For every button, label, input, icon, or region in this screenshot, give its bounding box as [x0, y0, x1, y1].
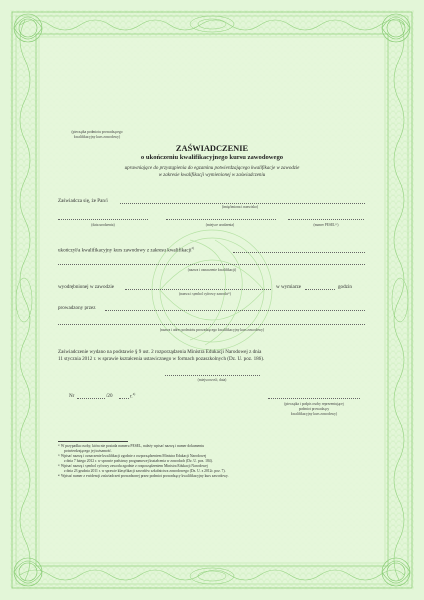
legal-text-line2: 11 stycznia 2012 r. w sprawie kształcenia ustawicznego w formach pozaszkolnych (Dz. U. poz. 186).: [58, 356, 265, 362]
footnote-4: ⁴⁾ Wpisać numer z ewidencji zaświadczeń prowadzonej przez podmiot prowadzący kwalifikacyjny kurs zawodowy.: [58, 474, 229, 478]
place-date-caption: (miejscowość, data): [197, 378, 227, 382]
footnote-ref-2: 2): [191, 246, 195, 250]
hours-unit: godzin: [338, 284, 352, 290]
signature-caption-line1: (pieczątka i podpis osoby reprezentującej: [284, 402, 344, 406]
footnote-ref-4: 4): [132, 392, 136, 396]
stamp-caption-line1: (pieczątka podmiotu prowadzącego: [71, 130, 123, 134]
number-field-line[interactable]: [77, 398, 105, 399]
footnote-2: ²⁾ Wpisać nazwę i oznaczenie kwalifikacji zgodnie z rozporządzeniem Ministra Edukacji Narodowej z dnia 7 lutego 2012 r. w sprawie podstawy programowej kształcenia w zawodach (Dz. U. poz. 184).: [58, 454, 213, 463]
birth-place-caption: (miejsce urodzenia): [205, 223, 235, 227]
number-prefix: Nr: [69, 393, 75, 399]
italic-note-line1: uprawniające do przystąpienia do egzaminu potwierdzającego kwalifikacje w zawodzie: [124, 166, 300, 171]
hours-label: w wymiarze: [276, 284, 302, 290]
italic-note-line2: w zakresie kwalifikacji wymienionej w zaświadczeniu: [158, 173, 266, 178]
qualification-field-line-1[interactable]: [233, 252, 365, 253]
legal-text-line1: Zaświadczenie wydano na podstawie § 9 ust. 2 rozporządzenia Ministra Edukacji Narodowej z dnia: [58, 349, 262, 355]
signature-caption-line3: kwalifikacyjny kurs zawodowy): [290, 412, 338, 416]
name-line-label: Zaświadcza się, że Pan/i: [58, 198, 108, 204]
number-year-prefix: /20: [106, 393, 113, 399]
name-field-line[interactable]: [120, 203, 365, 204]
signature-caption-line2: podmiot prowadzący: [298, 407, 330, 411]
document-subtitle: o ukończeniu kwalifikacyjnego kursu zawodowego: [140, 154, 284, 161]
profession-line-label: wyodrębnionej w zawodzie: [58, 284, 115, 290]
signature-field-line[interactable]: [268, 398, 360, 399]
stamp-caption-line2: kwalifikacyjny kurs zawodowy): [73, 135, 121, 139]
birth-date-caption: (data urodzenia): [91, 223, 115, 227]
provider-field-line-2[interactable]: [58, 324, 365, 325]
number-year-field-line[interactable]: [119, 398, 129, 399]
provider-line-label: prowadzony przez: [58, 305, 96, 311]
place-date-field-line[interactable]: [165, 375, 260, 376]
qualification-field-line-2[interactable]: [58, 264, 365, 265]
footnote-3: ³⁾ Wpisać nazwę i symbol cyfrowy zawodu zgodnie z rozporządzeniem Ministra Edukacji Narodowej z dnia 23 grudnia 2011 r. w sprawie klasyfikacji zawodów szkolnictwa zawodowego (Dz. U. z 2012r. poz. 7).: [58, 464, 226, 473]
name-caption: (imię/imiona i nazwisko): [221, 205, 259, 209]
hours-field-line[interactable]: [305, 289, 335, 290]
number-suffix: r.$^{4)}$: [130, 392, 136, 400]
pesel-field-line[interactable]: [288, 219, 364, 220]
qualification-caption: (nazwa i oznaczenie kwalifikacji): [187, 268, 237, 272]
document-title: ZAŚWIADCZENIE: [175, 144, 249, 153]
footnote-divider: [58, 441, 128, 442]
birth-place-field-line[interactable]: [166, 219, 276, 220]
qualification-line-label: ukończył/a kwalifikacyjny kurs zawodowy z zakresu kwalifikacji$^{2)}$: [58, 246, 195, 254]
provider-caption: (nazwa i adres podmiotu prowadzącego kwalifikacyjny kurs zawodowy): [159, 328, 265, 332]
profession-field-line[interactable]: [125, 289, 271, 290]
pesel-caption: (numer PESEL¹⁾): [313, 223, 339, 227]
footnote-1: ¹⁾ W przypadku osoby, która nie posiada numeru PESEL, należy wpisać nazwę i numer dokumentu potwierdzającego jej tożsamość.: [58, 444, 205, 453]
profession-caption: (nazwa i symbol cyfrowy zawodu³⁾): [179, 292, 231, 296]
provider-field-line-1[interactable]: [105, 310, 365, 311]
birth-date-field-line[interactable]: [58, 219, 148, 220]
